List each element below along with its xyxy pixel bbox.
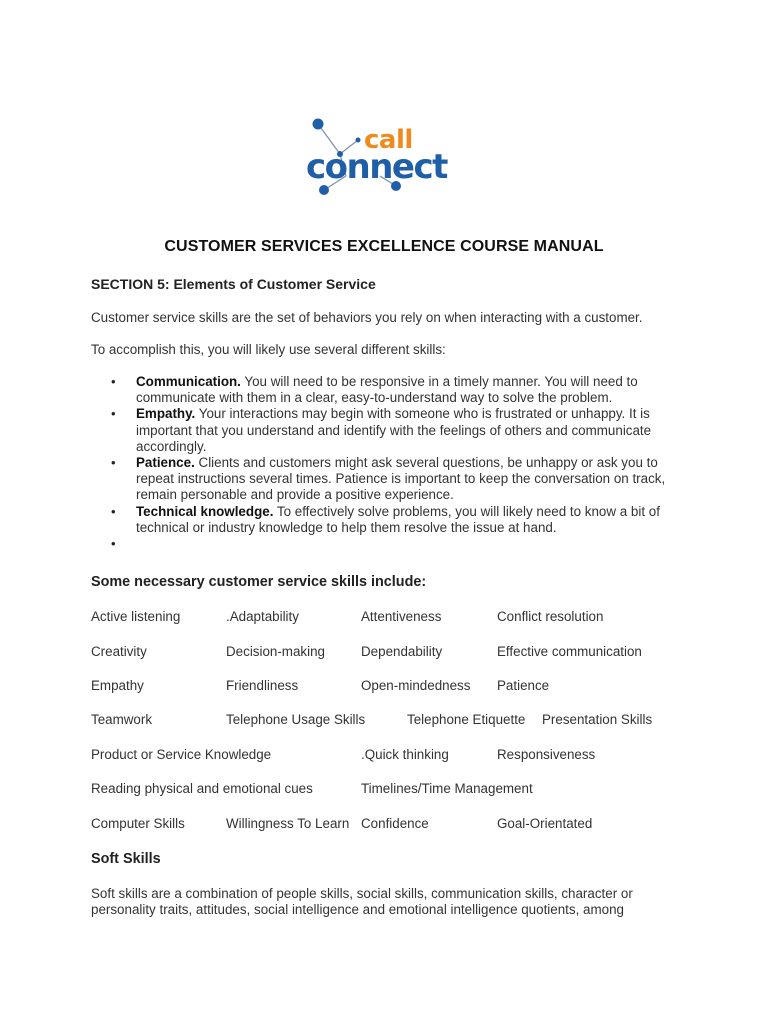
bullet-text: You will need to be responsive in a timely manner. You will need to communicate with them in a clear, easy-to-understand way to solve the problem.	[136, 374, 638, 406]
lead-paragraph: To accomplish this, you will likely use several different skills:	[91, 342, 446, 357]
bullet-text: Your interactions may begin with someone who is frustrated or unhappy. It is important that you understand and identify with the feelings of others and communicate accordingly.	[136, 406, 652, 454]
document-title: CUSTOMER SERVICES EXCELLENCE COURSE MANUAL	[164, 238, 604, 255]
bullet-text: Clients and customers might ask several questions, be unhappy or ask you to repeat instructions several times. Patience is important to keep the conversation on track, remain personable and provide a positive experience.	[136, 455, 666, 503]
bullet-term: Technical knowledge.	[136, 503, 274, 519]
list-item	[91, 504, 691, 536]
skills-row	[0, 609, 768, 627]
skills-row	[0, 678, 768, 696]
skill-cell: Telephone Usage Skills	[226, 712, 366, 727]
call-connect-logo	[298, 110, 470, 206]
section-title: SECTION 5: Elements of Customer Service	[91, 276, 376, 292]
skill-cell: Presentation Skills	[542, 712, 653, 727]
skill-cell: Open-mindedness	[361, 678, 471, 693]
skill-cell: Confidence	[361, 816, 429, 831]
skill-cell: Conflict resolution	[497, 609, 604, 624]
skill-cell: Friendliness	[226, 678, 299, 693]
soft-skills-heading: Soft Skills	[91, 851, 161, 867]
bullet-text: To effectively solve problems, you will likely need to know a bit of technical or industry knowledge to help them resolve the issue at hand.	[136, 503, 660, 535]
skill-cell: Effective communication	[497, 644, 642, 659]
skill-cell: Product or Service Knowledge	[91, 747, 272, 762]
list-item	[91, 455, 691, 504]
skill-cell: Timelines/Time Management	[361, 781, 533, 796]
soft-skills-paragraph: Soft skills are a combination of people skills, social skills, communication skills, character or personality traits, attitudes, social intelligence and emotional intelligence quotients, among	[91, 886, 633, 917]
intro-paragraph: Customer service skills are the set of behaviors you rely on when interacting with a customer.	[91, 310, 643, 325]
skills-row	[0, 712, 768, 730]
skill-cell: Willingness To Learn	[226, 816, 350, 831]
skill-cell: Reading physical and emotional cues	[91, 781, 313, 796]
skill-cell: Attentiveness	[361, 609, 442, 624]
skills-heading: Some necessary customer service skills include:	[91, 574, 427, 590]
skill-cell: Patience	[497, 678, 550, 693]
logo-word-connect: connect	[306, 147, 447, 187]
skills-row	[0, 644, 768, 662]
skill-cell: Telephone Etiquette	[407, 712, 526, 727]
bullet-term: Communication.	[136, 374, 241, 389]
list-item-empty	[91, 536, 691, 552]
skill-cell: .Quick thinking	[361, 747, 449, 762]
skill-cell: Dependability	[361, 644, 443, 659]
logo-word-call: call	[364, 125, 413, 155]
skills-bullet-list	[91, 374, 691, 552]
skill-cell: Goal-Orientated	[497, 816, 593, 831]
skills-row	[0, 781, 768, 799]
bullet-term: Patience.	[136, 455, 195, 471]
skill-cell: Active listening	[91, 609, 181, 624]
skills-row	[0, 816, 768, 834]
skill-cell: Decision-making	[226, 644, 325, 659]
skill-cell: Creativity	[91, 644, 147, 659]
bullet-term: Empathy.	[136, 406, 196, 422]
skills-row	[0, 747, 768, 765]
skill-cell: Teamwork	[91, 712, 153, 727]
list-item	[91, 374, 691, 406]
skill-cell: .Adaptability	[226, 609, 299, 624]
list-item	[91, 406, 691, 455]
skill-cell: Computer Skills	[91, 816, 185, 831]
skill-cell: Empathy	[91, 678, 144, 693]
skill-cell: Responsiveness	[497, 747, 596, 762]
